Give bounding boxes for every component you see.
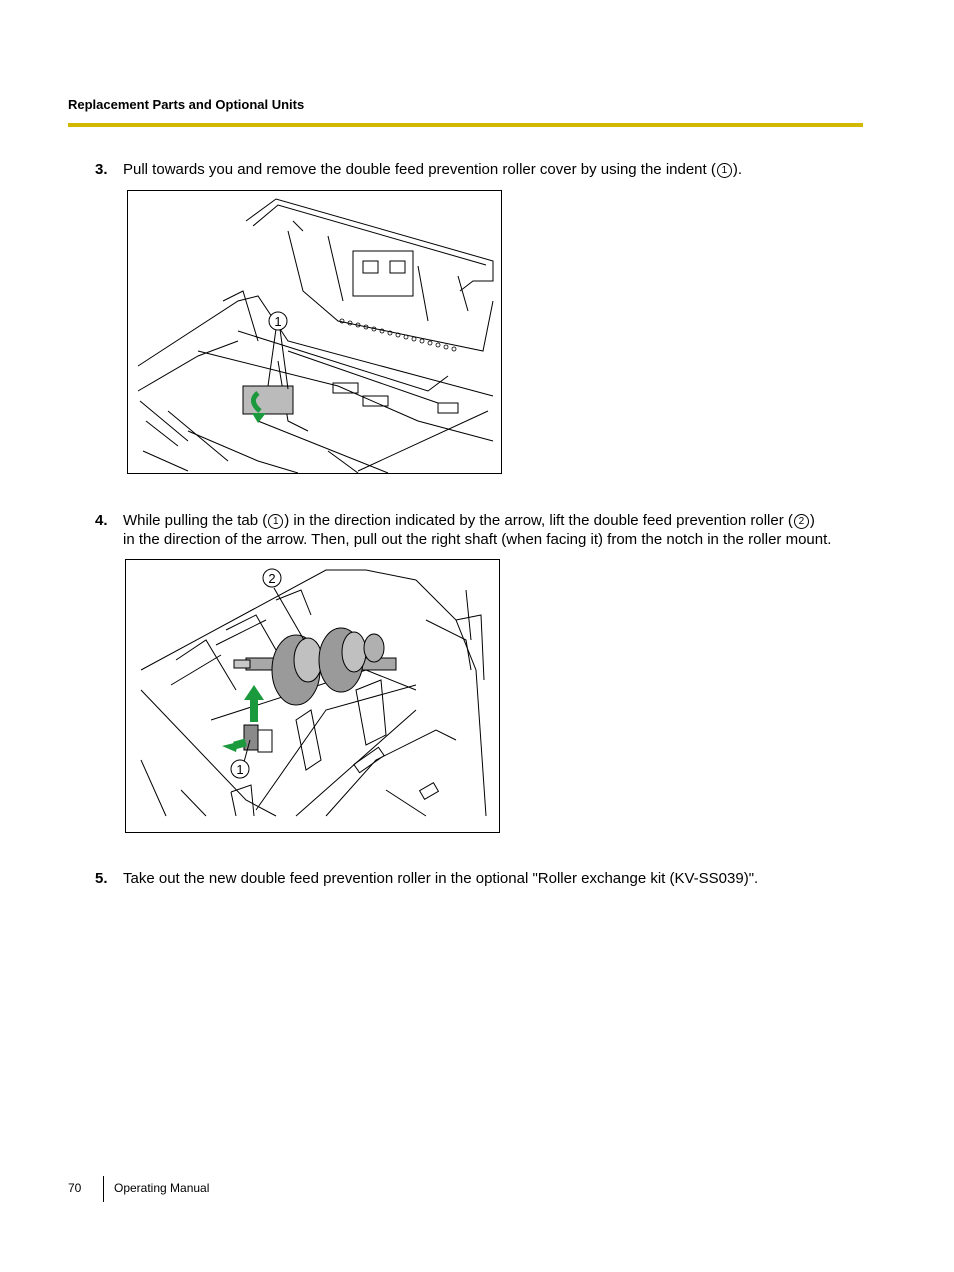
step-number: 5. bbox=[95, 870, 108, 887]
step-text: Take out the new double feed prevention roller in the optional "Roller exchange kit (KV-SS039)". bbox=[123, 870, 759, 887]
page-number: 70 bbox=[68, 1181, 82, 1195]
step-number: 4. bbox=[95, 512, 108, 529]
figure-lift-roller bbox=[125, 559, 500, 833]
callout-label: 2 bbox=[268, 571, 276, 586]
footer-label: Operating Manual bbox=[114, 1181, 210, 1195]
scanner-open-illustration bbox=[128, 191, 501, 473]
callout-label: 1 bbox=[236, 762, 244, 777]
step-text: Pull towards you and remove the double feed prevention roller cover by using the indent ( 1 ). bbox=[123, 161, 743, 178]
arrow-up-icon bbox=[250, 700, 258, 722]
callout-mark: 2 bbox=[794, 514, 809, 529]
callout-label: 1 bbox=[274, 314, 282, 329]
step-number: 3. bbox=[95, 161, 108, 178]
footer-divider bbox=[103, 1176, 104, 1202]
callout-mark: 1 bbox=[717, 163, 732, 178]
figure-remove-roller-cover bbox=[127, 190, 502, 474]
arrow-head-icon bbox=[252, 413, 266, 423]
page-header-rule bbox=[68, 123, 863, 127]
roller-mount-illustration bbox=[126, 560, 499, 832]
step-text: While pulling the tab ( 1 ) in the direction indicated by the arrow, lift the double feed prevention roller ( 2 ) in the direction of the arrow. Then, pull out the right shaft (when facing it) from the notch in the roller mount. bbox=[123, 512, 832, 548]
callout-mark: 1 bbox=[268, 514, 283, 529]
page-header-title: Replacement Parts and Optional Units bbox=[68, 97, 305, 112]
roller-cover bbox=[243, 386, 293, 414]
